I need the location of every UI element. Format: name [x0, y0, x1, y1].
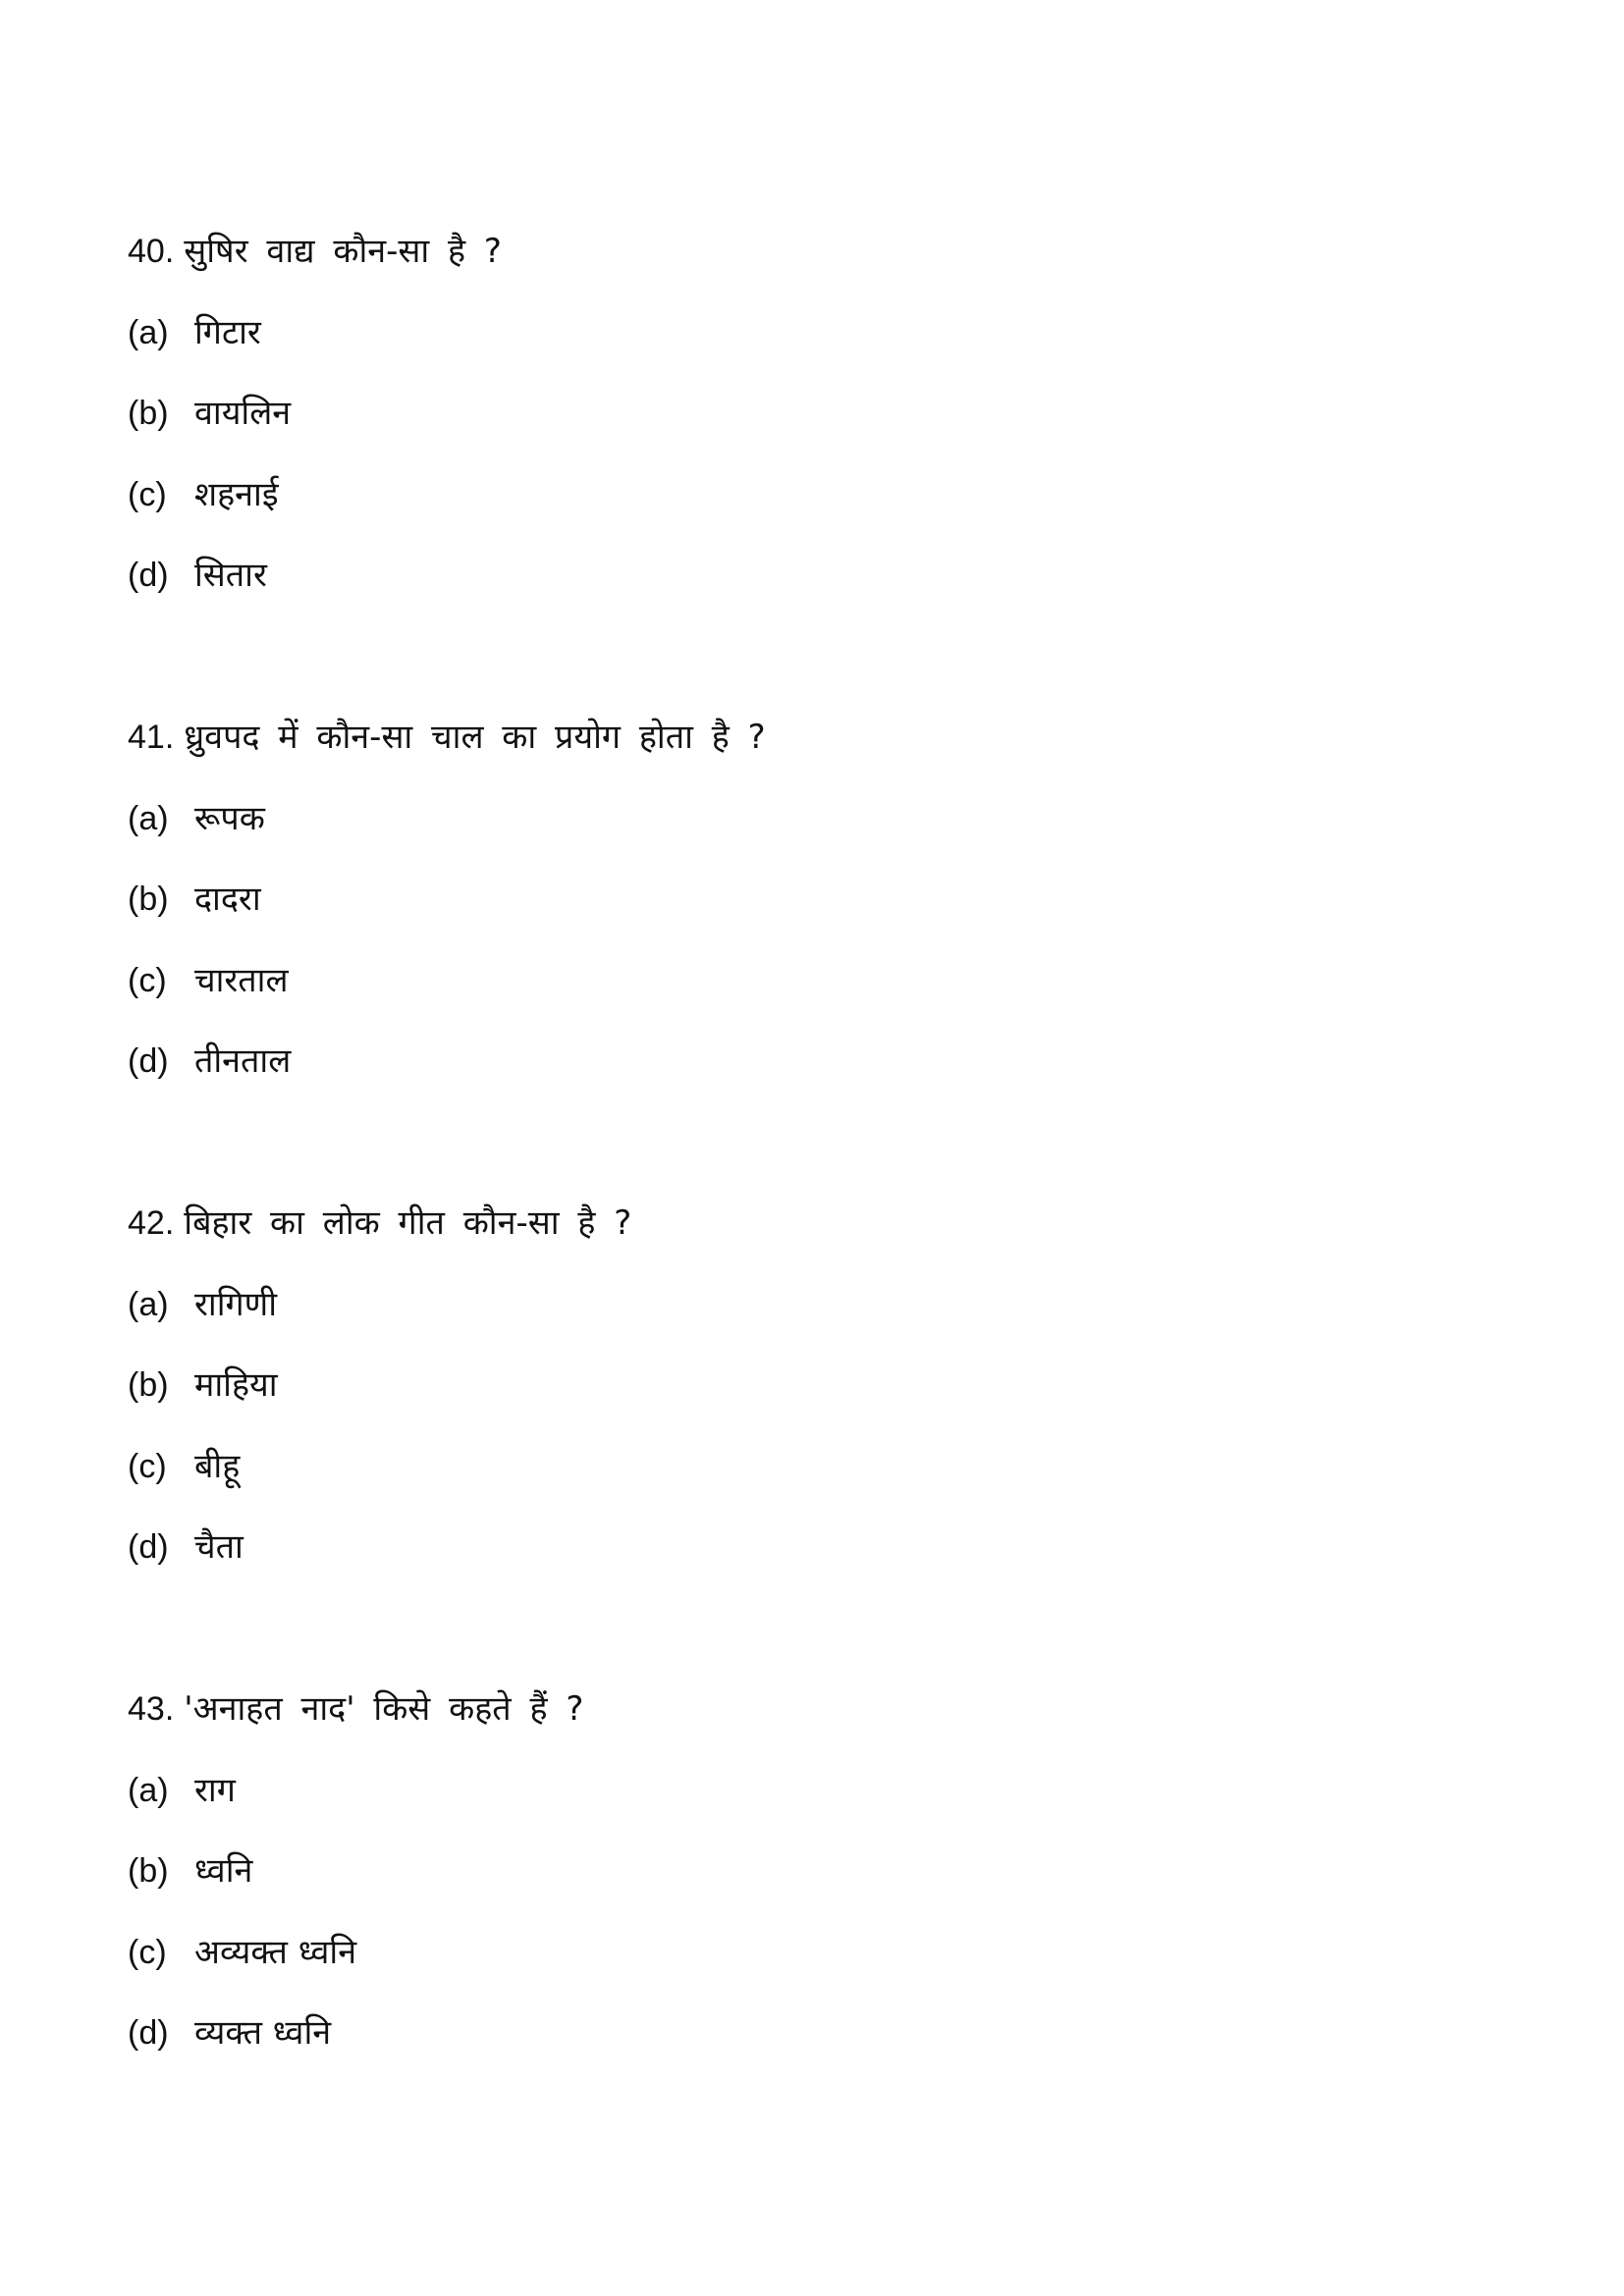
question-line [128, 1183, 631, 1264]
option-item [128, 454, 502, 536]
option-label: (c) [128, 1447, 167, 1485]
option-item [128, 1345, 631, 1426]
question-text: ध्रुवपद में कौन-सा चाल का प्रयोग होता है ? [184, 718, 766, 757]
option-label: (d) [128, 1528, 169, 1566]
question-number: 41. [128, 719, 175, 756]
option-text: बीहू [194, 1446, 241, 1486]
question-number: 42. [128, 1204, 175, 1242]
option-label: (a) [128, 313, 169, 351]
question-number: 40. [128, 233, 175, 270]
option-text: सितार [194, 556, 267, 595]
option-text: वायलिन [194, 394, 292, 433]
question-line [128, 697, 766, 778]
option-item [128, 535, 502, 616]
option-label: (c) [128, 961, 167, 999]
option-item [128, 1021, 766, 1102]
option-text: शहनाई [194, 474, 279, 514]
question-block [128, 697, 766, 1102]
option-item [128, 1993, 583, 2074]
option-item [128, 1831, 583, 1912]
question-block [128, 1669, 583, 2074]
option-text: अव्यक्त ध्वनि [194, 1932, 357, 1972]
option-label: (b) [128, 395, 169, 432]
option-text: राग [194, 1770, 236, 1810]
question-line [128, 211, 502, 293]
option-item [128, 1912, 583, 1994]
option-label: (c) [128, 1933, 167, 1971]
question-block [128, 211, 502, 616]
option-text: गिटार [194, 312, 261, 352]
option-item [128, 1426, 631, 1508]
option-item [128, 1507, 631, 1588]
option-item [128, 778, 766, 860]
option-item [128, 1264, 631, 1346]
question-block [128, 1183, 631, 1588]
option-label: (b) [128, 1366, 169, 1404]
option-item [128, 373, 502, 454]
option-text: चारताल [194, 960, 289, 1000]
option-item [128, 859, 766, 940]
option-item [128, 1750, 583, 1832]
option-text: रागिणी [194, 1284, 278, 1324]
option-label: (b) [128, 881, 169, 918]
question-line [128, 1669, 583, 1750]
question-text: 'अनाहत नाद' किसे कहते हैं ? [184, 1689, 584, 1729]
option-item [128, 293, 502, 374]
question-number: 43. [128, 1690, 175, 1728]
option-label: (b) [128, 1852, 169, 1890]
option-label: (a) [128, 1285, 169, 1323]
option-text: व्यक्त ध्वनि [194, 2013, 332, 2053]
option-item [128, 940, 766, 1022]
option-label: (d) [128, 557, 169, 594]
option-text: रूपक [194, 798, 265, 838]
option-label: (a) [128, 1771, 169, 1809]
question-text: बिहार का लोक गीत कौन-सा है ? [184, 1203, 632, 1243]
option-text: चैता [194, 1527, 244, 1567]
option-text: माहिया [194, 1365, 278, 1405]
option-text: तीनताल [194, 1041, 292, 1081]
option-label: (d) [128, 1042, 169, 1080]
option-text: ध्वनि [194, 1851, 253, 1891]
option-text: दादरा [194, 880, 261, 919]
option-label: (c) [128, 475, 167, 513]
option-label: (d) [128, 2014, 169, 2052]
option-label: (a) [128, 799, 169, 837]
question-text: सुषिर वाद्य कौन-सा है ? [184, 232, 502, 271]
